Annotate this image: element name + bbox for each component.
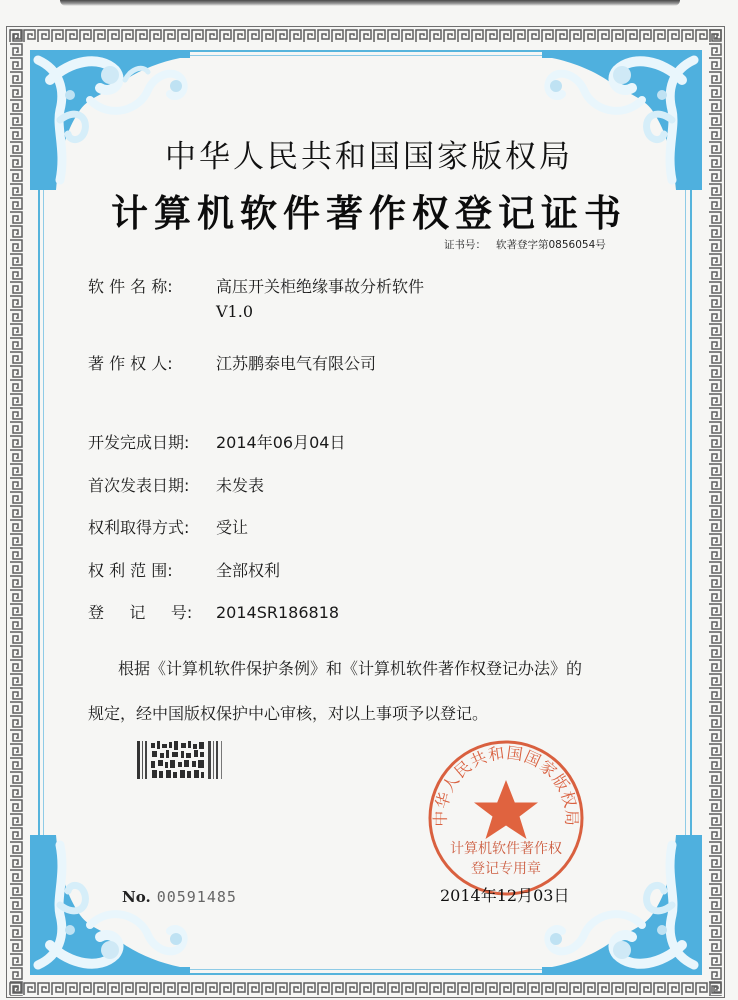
field-label: 登 记 号: xyxy=(88,603,193,622)
certificate-number xyxy=(444,237,606,252)
field-value: 未发表 xyxy=(216,476,265,495)
field-first-publication-date xyxy=(88,473,264,496)
field-value: 江苏鹏泰电气有限公司 xyxy=(216,354,377,373)
certificate-title: 计算机软件著作权登记证书 xyxy=(111,191,627,235)
field-copyright-owner xyxy=(88,351,376,374)
seal-inner-text: 计算机软件著作权 xyxy=(450,841,562,857)
issuer-heading: 中华人民共和国国家版权局 xyxy=(165,139,573,175)
field-label: 权 利 范 围: xyxy=(88,561,173,580)
seal-inner-text: 登记专用章 xyxy=(471,861,541,877)
field-value: 高压开关柜绝缘事故分析软件 xyxy=(216,277,425,296)
seal-ring-text: 中华人民共和国国家版权局 xyxy=(430,743,582,827)
certificate-number-label: 证书号： xyxy=(444,239,486,251)
field-rights-scope xyxy=(88,558,280,581)
field-rights-acquisition xyxy=(88,515,248,538)
greek-key-border-icon xyxy=(9,29,722,43)
field-label: 权利取得方式: xyxy=(88,518,190,537)
serial-prefix: No. xyxy=(122,888,151,906)
serial-number xyxy=(122,888,237,906)
statement-line-2: 规定，经中国版权保护中心审核，对以上事项予以登记。 xyxy=(88,704,489,723)
official-seal xyxy=(426,738,586,898)
greek-key-border-icon xyxy=(9,982,722,996)
star-icon xyxy=(474,780,538,839)
statement-line-1: 根据《计算机软件保护条例》和《计算机软件著作权登记办法》的 xyxy=(118,659,583,678)
field-completion-date xyxy=(88,430,345,453)
certificate-number-value: 软著登字第0856054号 xyxy=(496,239,606,251)
barcode-icon xyxy=(137,741,227,779)
field-value: 受让 xyxy=(216,518,249,537)
scan-edge-shadow xyxy=(60,0,680,6)
field-value: 2014SR186818 xyxy=(216,603,340,622)
field-software-name xyxy=(88,274,424,297)
field-label: 首次发表日期: xyxy=(88,476,190,495)
field-value: 2014年06月04日 xyxy=(216,433,346,452)
issue-date: 2014年12月03日 xyxy=(440,886,570,905)
field-value: 全部权利 xyxy=(216,561,281,580)
field-label: 软 件 名 称: xyxy=(88,277,173,296)
field-registration-number xyxy=(88,600,339,623)
field-label: 开发完成日期: xyxy=(88,433,190,452)
field-label: 著 作 权 人: xyxy=(88,354,173,373)
field-software-version: V1.0 xyxy=(216,302,253,321)
serial-value: 00591485 xyxy=(156,888,237,906)
